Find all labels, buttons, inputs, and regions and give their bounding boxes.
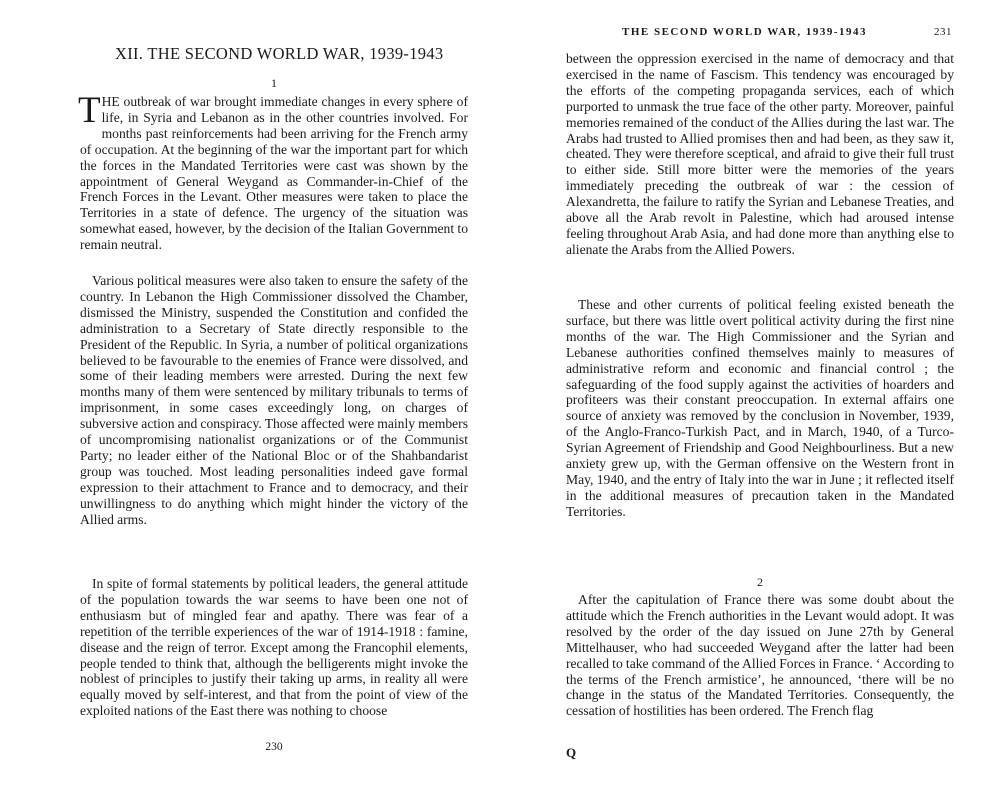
chapter-title: XII. THE SECOND WORLD WAR, 1939-1943 — [115, 44, 444, 63]
section-number-2: 2 — [757, 575, 763, 589]
right-paragraph-1: between the oppression exercised in the name of democracy and that exercised in the name of Fascism. This tendency was encouraged by the efforts of the competing propaganda services, each of which purported to unmask the true face of the other party. Moreover, painful memories remained of the conduct of the Allies during the last war. The Arabs had trusted to Allied promises then and had been, as they saw it, cheated. They were therefore sceptical, and afraid to give their full trust to either side. Still more bitter were the memories of the years immediately preceding the outbreak of war : the cession of Alexandretta, the failure to ratify the Syrian and Lebanese Treaties, and above all the Arab revolt in Palestine, which had aroused intense feeling throughout Arab Asia, and had done more than anything else to alienate the Arabs from the Allied Powers. — [566, 51, 954, 257]
drop-cap: T — [78, 90, 101, 131]
left-paragraph-1-text: HE outbreak of war brought immediate changes in every sphere of life, in Syria and Lebanon as in the other countries involved. For months past reinforcements had been arriving for the French army of occupation. At the beginning of the war the important part for which the forces in the Mandated Territories were cast was shown by the appointment of General Weygand as Commander-in-Chief of the French Forces in the Levant. Other measures were taken to place the Territories in a state of defence. The urgency of the situation was somewhat eased, however, by the decision of the Italian Government to remain neutral. — [80, 94, 468, 253]
left-paragraph-2: Various political measures were also taken to ensure the safety of the country. In Lebanon the High Commissioner dissolved the Chamber, dismissed the Ministry, suspended the Constitution and confided the administration to a Secretary of State directly responsible to the President of the Republic. In Syria, a number of political organizations believed to be favourable to the enemies of France were dissolved, and some of their leading members were arrested. During the next few months many of them were sentenced by military tribunals to terms of imprisonment, in some cases exceedingly long, on charges of subversive action and conspiracy. Those affected were mainly members of uncompromising nationalist organizations or of the Communist Party; no leader either of the National Bloc or of the Shahbandarist group was touched. Most leading personalities indeed gave formal expression to their attachment to France and to democracy, and their unwillingness to do anything which might hinder the victory of the Allied arms. — [80, 273, 468, 527]
running-head-title: THE SECOND WORLD WAR, 1939-1943 — [622, 26, 868, 38]
left-paragraph-1 — [78, 90, 468, 253]
left-paragraph-3: In spite of formal statements by political leaders, the general attitude of the population towards the war seems to have been one not of enthusiasm but of mingled fear and apathy. There was fear of a repetition of the terrible experiences of the war of 1914-1918 : famine, disease and the reign of terror. Except among the Francophil elements, people tended to think that, although the belligerents might invoke the noblest of principles to justify their taking up arms, in reality all were equally moved by self-interest, and that from the point of view of the exploited nations of the East there was nothing to choose — [80, 576, 468, 719]
page-number: 231 — [934, 26, 952, 38]
running-head — [622, 26, 952, 38]
right-paragraph-3: After the capitulation of France there was some doubt about the attitude which the French authorities in the Levant would adopt. It was resolved by the order of the day issued on June 27th by General Mittelhauser, who had succeeded Weygand after the latter had been recalled to take command of the Allied Forces in France. ‘ According to the terms of the French armistice’, he announced, ‘there will be no change in the status of the Mandated Territories. Consequently, the cessation of hostilities has been ordered. The French flag — [566, 592, 954, 719]
signature-mark: Q — [566, 745, 577, 760]
page-folio: 230 — [265, 741, 283, 753]
section-number: 1 — [271, 76, 277, 90]
right-paragraph-2: These and other currents of political feeling existed beneath the surface, but there was little overt political activity during the first nine months of the war. The High Commissioner and the Syrian and Lebanese authorities confined themselves mainly to measures of administrative reform and economic and financial control ; the safeguarding of the food supply against the activities of hoarders and profiteers was their constant preoccupation. In external affairs one source of anxiety was removed by the conclusion in November, 1939, of the Anglo-Franco-Turkish Pact, and in March, 1940, of a Turco-Syrian Agreement of Friendship and Good Neighbourliness. But a new anxiety grew up, with the German offensive on the Western front in May, 1940, and the entry of Italy into the war in June ; it reflected itself in the additional measures of precaution taken in the Mandated Territories. — [566, 297, 954, 519]
